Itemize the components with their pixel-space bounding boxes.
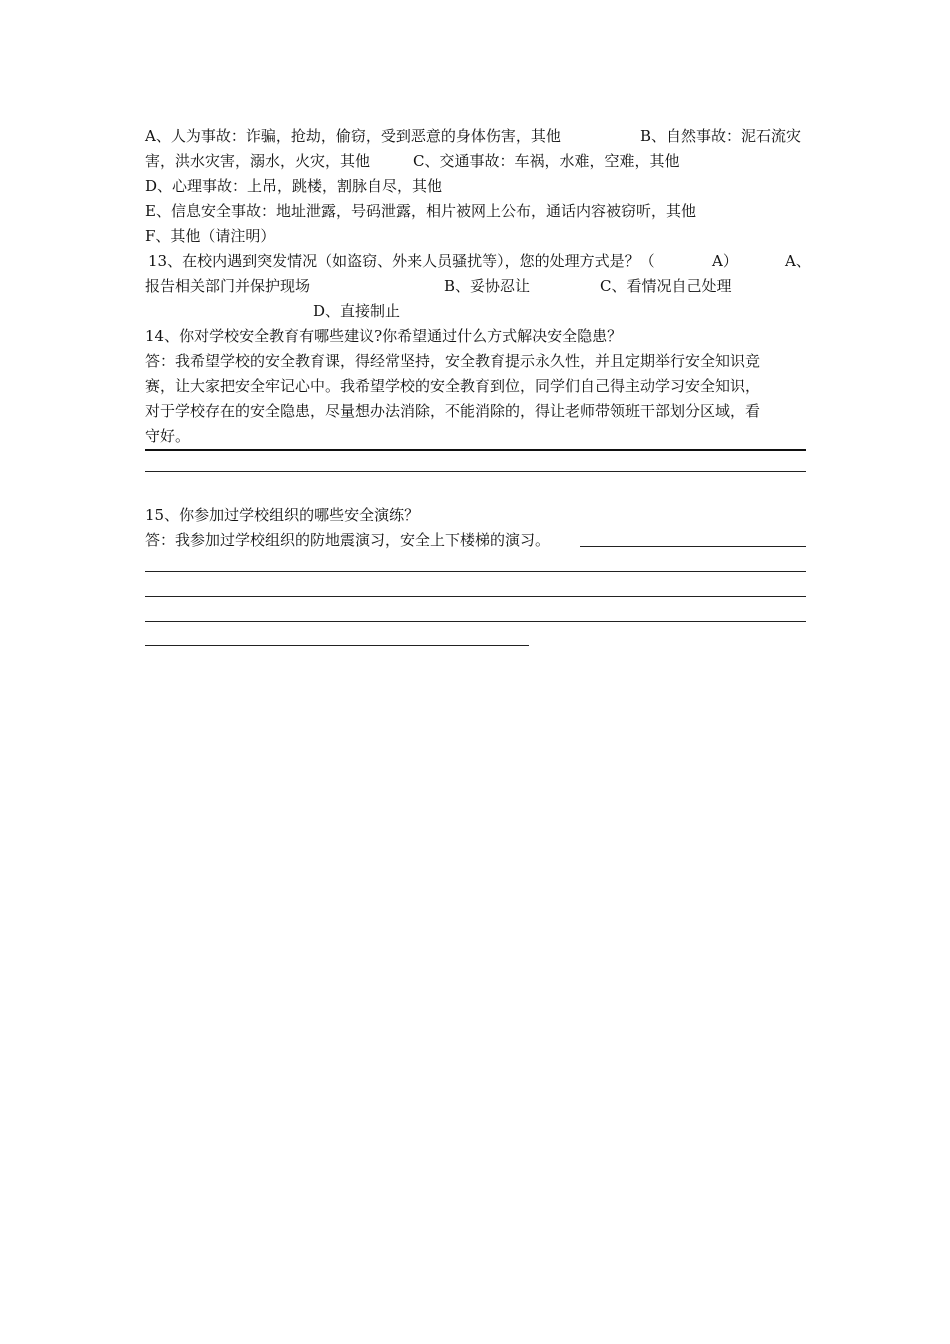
q14-answer-line-4: 守好。 — [145, 427, 191, 445]
q12-option-b-part2: 害，洪水灾害，溺水，火灾，其他 — [145, 152, 371, 170]
q14-answer-line-3: 对于学校存在的安全隐患，尽量想办法消除，不能消除的，得让老师带领班干部划分区域，看 — [145, 402, 761, 420]
q14-answer-line-1: 答：我希望学校的安全教育课，得经常坚持，安全教育提示永久性，并且定期举行安全知识竞 — [145, 352, 761, 370]
q15-answer-blank-line — [145, 571, 806, 572]
q13-option-c: C、看情况自己处理 — [600, 277, 732, 295]
q15-answer-blank-line — [580, 546, 806, 547]
q13-answer: A） — [712, 252, 738, 270]
q12-option-c: C、交通事故：车祸，水难，空难，其他 — [413, 152, 680, 170]
q13-option-d: D、直接制止 — [313, 302, 401, 320]
q15-answer-blank-line — [145, 621, 806, 622]
q13-option-a-text: 报告相关部门并保护现场 — [145, 277, 311, 295]
q12-option-a: A、人为事故：诈骗，抢劫，偷窃，受到恶意的身体伤害，其他 — [145, 127, 561, 145]
q15-question: 15、你参加过学校组织的哪些安全演练？ — [145, 506, 420, 524]
q14-answer-rule — [145, 471, 806, 472]
q12-option-f: F、其他（请注明） — [145, 227, 276, 245]
q15-answer-blank-line — [145, 645, 529, 646]
q14-answer-line-2: 赛，让大家把安全牢记心中。我希望学校的安全教育到位，同学们自己得主动学习安全知识， — [145, 377, 761, 395]
q15-answer-blank-line — [145, 596, 806, 597]
q12-option-b-part1: B、自然事故：泥石流灾 — [640, 127, 802, 145]
q13-option-b: B、妥协忍让 — [444, 277, 531, 295]
q12-option-d: D、心理事故：上吊，跳楼，割脉自尽，其他 — [145, 177, 443, 195]
q15-answer: 答：我参加过学校组织的防地震演习，安全上下楼梯的演习。 — [145, 531, 551, 549]
q14-answer-rule-thick — [145, 449, 806, 451]
q12-option-e: E、信息安全事故：地址泄露，号码泄露，相片被网上公布，通话内容被窃听，其他 — [145, 202, 696, 220]
q13-option-a-prefix: A、 — [785, 252, 811, 270]
q14-question: 14、你对学校安全教育有哪些建议?你希望通过什么方式解决安全隐患？ — [145, 327, 623, 345]
q13-question: 13、在校内遇到突发情况（如盗窃、外来人员骚扰等），您的处理方式是？（ — [148, 252, 655, 270]
